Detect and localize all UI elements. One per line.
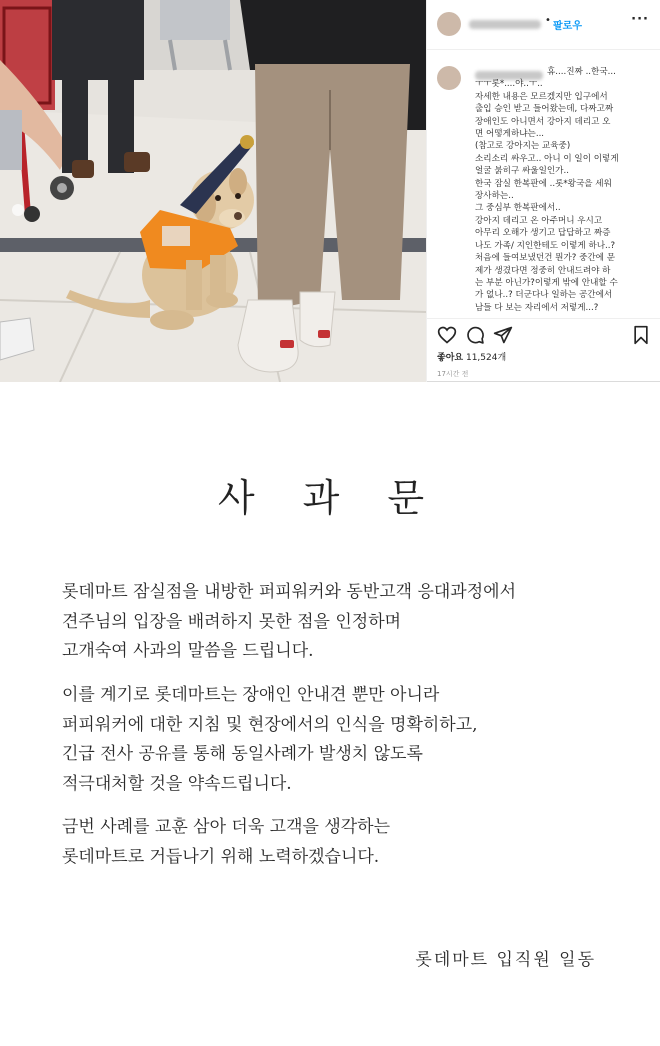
caption-line: 한국 잠실 한복판에 ..롯*왕국을 세워 bbox=[475, 178, 612, 189]
letter-line: 롯데마트 잠실점을 내방한 퍼피워커와 동반고객 응대과정에서 bbox=[62, 582, 516, 602]
post-header bbox=[427, 0, 660, 50]
letter-line: 이를 계기로 롯데마트는 장애인 안내견 뿐만 아니라 bbox=[62, 685, 440, 705]
caption-line: 강아지 데리고 온 아주머니 우시고 bbox=[475, 215, 603, 226]
caption-line: 장애인도 아니면서 강아지 데리고 오 bbox=[475, 116, 611, 127]
post-photo[interactable] bbox=[0, 0, 426, 382]
separator-dot: • bbox=[545, 15, 551, 26]
likes-prefix: 좋아요 bbox=[437, 353, 464, 363]
caption-line: 휴....진짜 ..한국... bbox=[547, 67, 616, 77]
letter-paragraph-3 bbox=[62, 813, 622, 872]
caption-line: 얼굴 붉히구 싸울일인가.. bbox=[475, 166, 569, 177]
post-timestamp: 17시간 전 bbox=[437, 370, 469, 378]
letter-signature: 롯데마트 입직원 일동 bbox=[415, 950, 596, 970]
letter-line: 금번 사례를 교훈 삼아 더욱 고객을 생각하는 bbox=[62, 817, 391, 837]
post-sidebar bbox=[426, 0, 660, 382]
comment-author-avatar[interactable] bbox=[437, 66, 461, 90]
likes-number: 11,524개 bbox=[465, 353, 507, 363]
comment-bubble-icon[interactable] bbox=[465, 325, 485, 345]
caption-line: (참고로 강아지는 교육중) bbox=[475, 141, 571, 152]
caption-line: 그 중심부 한복판에서.. bbox=[475, 203, 561, 214]
likes-count[interactable] bbox=[437, 350, 506, 363]
follow-button[interactable]: 팔로우 bbox=[553, 21, 582, 32]
apology-letter bbox=[0, 383, 660, 1046]
letter-paragraph-2 bbox=[62, 681, 622, 799]
caption-line: 나도 가족/ 지인한테도 이렇게 하나..? bbox=[475, 240, 616, 251]
like-heart-icon[interactable] bbox=[437, 325, 457, 345]
author-username-blurred[interactable] bbox=[469, 20, 541, 29]
post-actions bbox=[427, 318, 660, 382]
caption-line: 출입 승인 받고 들어왔는데, 다짜고짜 bbox=[475, 104, 614, 115]
caption-line: 면 어떻게하냐는... bbox=[475, 129, 545, 140]
more-options-icon[interactable]: ··· bbox=[631, 12, 649, 27]
letter-line: 고개숙여 사과의 말씀을 드립니다. bbox=[62, 641, 314, 661]
post-caption bbox=[475, 66, 655, 316]
puppy-in-store-photo bbox=[0, 0, 426, 382]
letter-line: 견주님의 입장을 배려하지 못한 점을 인정하며 bbox=[62, 611, 402, 632]
caption-line: 처음에 들여보냈던건 뭔가? 중간에 문 bbox=[475, 253, 616, 264]
caption-line: ㅜㅜ롯*....야..ㅜ.. bbox=[475, 79, 543, 90]
letter-line: 긴급 전사 공유를 통해 동일사례가 발생치 않도록 bbox=[62, 744, 423, 764]
letter-line: 롯데마트로 거듭나기 위해 노력하겠습니다. bbox=[62, 846, 380, 867]
caption-line: 자세한 내용은 모르겠지만 입구에서 bbox=[475, 91, 608, 102]
caption-line: 제가 생겼다면 정중히 안내드려야 하 bbox=[475, 265, 611, 276]
letter-title: 사 과 문 bbox=[217, 476, 443, 520]
instagram-post bbox=[0, 0, 660, 382]
letter-line: 퍼피워커에 대한 지침 및 현장에서의 인식을 명확히하고, bbox=[62, 714, 478, 735]
caption-line: 소리소리 싸우고.. 아니 이 일이 이렇게 bbox=[475, 153, 619, 164]
caption-line: 는 부분 아닌가?이렇게 밖에 안내할 수 bbox=[475, 277, 618, 288]
share-paper-plane-icon[interactable] bbox=[493, 325, 513, 345]
caption-line: 장사하는.. bbox=[475, 191, 514, 202]
author-avatar[interactable] bbox=[437, 12, 461, 36]
caption-line: 가 없나..? 더군다나 일하는 공간에서 bbox=[475, 290, 613, 301]
caption-line: 남들 다 보는 자리에서 저렇게...? bbox=[475, 302, 599, 313]
letter-line: 적극대처할 것을 약속드립니다. bbox=[62, 773, 292, 794]
save-bookmark-icon[interactable] bbox=[631, 325, 651, 345]
letter-paragraph-1 bbox=[62, 578, 622, 667]
caption-line: 아무리 오해가 생기고 답답하고 짜증 bbox=[475, 228, 611, 239]
